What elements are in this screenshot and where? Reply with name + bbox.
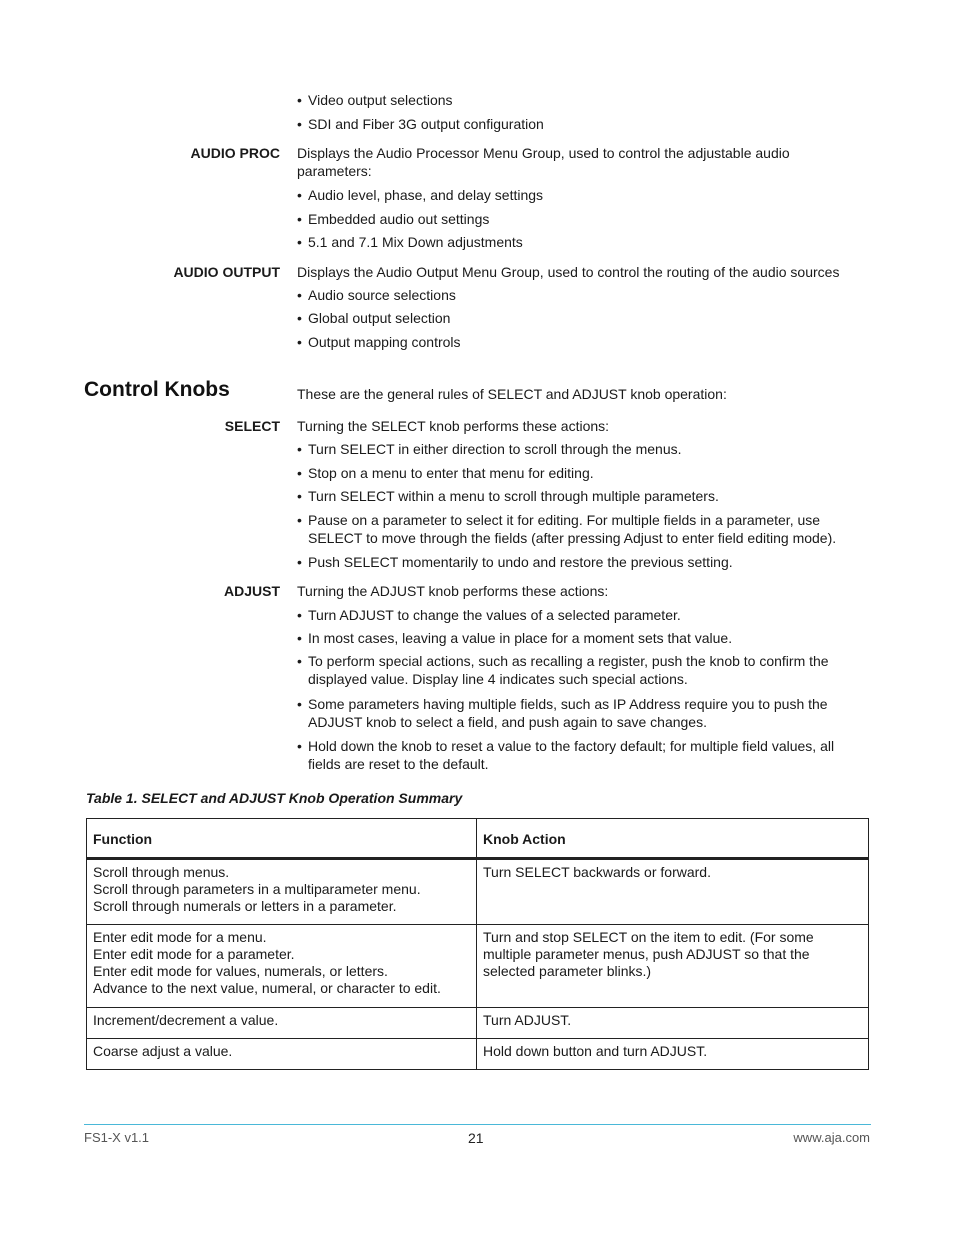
footer-rule xyxy=(84,1124,871,1125)
list-item: • Global output selection xyxy=(297,310,451,326)
adjust-label: ADJUST xyxy=(223,583,280,599)
audio-output-label: AUDIO OUTPUT xyxy=(173,264,280,280)
list-item: • Turn SELECT within a menu to scroll through multiple parameters. xyxy=(297,488,719,504)
table-row xyxy=(87,1008,869,1039)
list-item: • Pause on a parameter to select it for editing. For multiple fields in a parameter, use SELECT to move through the fields (after pressing Adjust to enter field editing mode). xyxy=(297,512,837,546)
table-caption: Table 1. SELECT and ADJUST Knob Operation Summary xyxy=(86,790,463,806)
table-row xyxy=(87,1039,869,1070)
control-knobs-intro: These are the general rules of SELECT and ADJUST knob operation: xyxy=(297,386,727,402)
list-item: • Turn SELECT in either direction to scroll through the menus. xyxy=(297,441,682,457)
list-item: • Turn ADJUST to change the values of a selected parameter. xyxy=(297,607,681,623)
audio-output-description: Displays the Audio Output Menu Group, used to control the routing of the audio sources xyxy=(297,264,840,280)
list-item: • Output mapping controls xyxy=(297,334,461,350)
section-heading: Control Knobs xyxy=(84,378,230,401)
action-cell: Hold down button and turn ADJUST. xyxy=(477,1039,869,1070)
select-label: SELECT xyxy=(224,418,280,434)
audio-proc-description: Displays the Audio Processor Menu Group, used to control the adjustable audio parameters: xyxy=(297,145,790,179)
page-number: 21 xyxy=(468,1130,484,1146)
action-cell: Turn ADJUST. xyxy=(477,1008,869,1039)
function-cell: Scroll through menus. Scroll through parameters in a multiparameter menu. Scroll through numerals or letters in a parameter. xyxy=(87,859,477,925)
function-cell: Enter edit mode for a menu. Enter edit mode for a parameter. Enter edit mode for values, numerals, or letters. Advance to the next value, numeral, or character to edit. xyxy=(87,925,477,1008)
list-item: • Embedded audio out settings xyxy=(297,211,490,227)
adjust-description: Turning the ADJUST knob performs these actions: xyxy=(297,583,609,599)
action-cell: Turn SELECT backwards or forward. xyxy=(477,859,869,925)
list-item: • 5.1 and 7.1 Mix Down adjustments xyxy=(297,234,523,250)
function-cell: Coarse adjust a value. xyxy=(87,1039,477,1070)
list-item: • To perform special actions, such as recalling a register, push the knob to confirm the displayed value. Display line 4 indicates such special actions. xyxy=(297,653,829,687)
list-item: • In most cases, leaving a value in place for a moment sets that value. xyxy=(297,630,733,646)
list-item: • Some parameters having multiple fields, such as IP Address require you to push the ADJUST knob to select a field, and push again to save changes. xyxy=(297,696,828,730)
footer-doc-version: FS1-X v1.1 xyxy=(84,1130,150,1145)
column-header-knob-action: Knob Action xyxy=(477,819,869,859)
list-item: • Video output selections xyxy=(297,92,453,108)
list-item: • Hold down the knob to reset a value to the factory default; for multiple field values, all fields are reset to the default. xyxy=(297,738,835,772)
knob-summary-table xyxy=(86,818,869,1070)
function-cell: Increment/decrement a value. xyxy=(87,1008,477,1039)
list-item: • SDI and Fiber 3G output configuration xyxy=(297,116,544,132)
column-header-function: Function xyxy=(87,819,477,859)
table-header-row xyxy=(87,819,869,859)
table-row xyxy=(87,859,869,925)
action-cell: Turn and stop SELECT on the item to edit. (For some multiple parameter menus, push ADJUST so that the selected parameter blinks.) xyxy=(477,925,869,1008)
table-row xyxy=(87,925,869,1008)
footer-website: www.aja.com xyxy=(793,1130,870,1145)
list-item: • Audio level, phase, and delay settings xyxy=(297,187,544,203)
list-item: • Audio source selections xyxy=(297,287,456,303)
list-item: • Stop on a menu to enter that menu for editing. xyxy=(297,465,594,481)
list-item: • Push SELECT momentarily to undo and restore the previous setting. xyxy=(297,554,733,570)
audio-proc-label: AUDIO PROC xyxy=(190,145,280,161)
select-description: Turning the SELECT knob performs these actions: xyxy=(297,418,610,434)
